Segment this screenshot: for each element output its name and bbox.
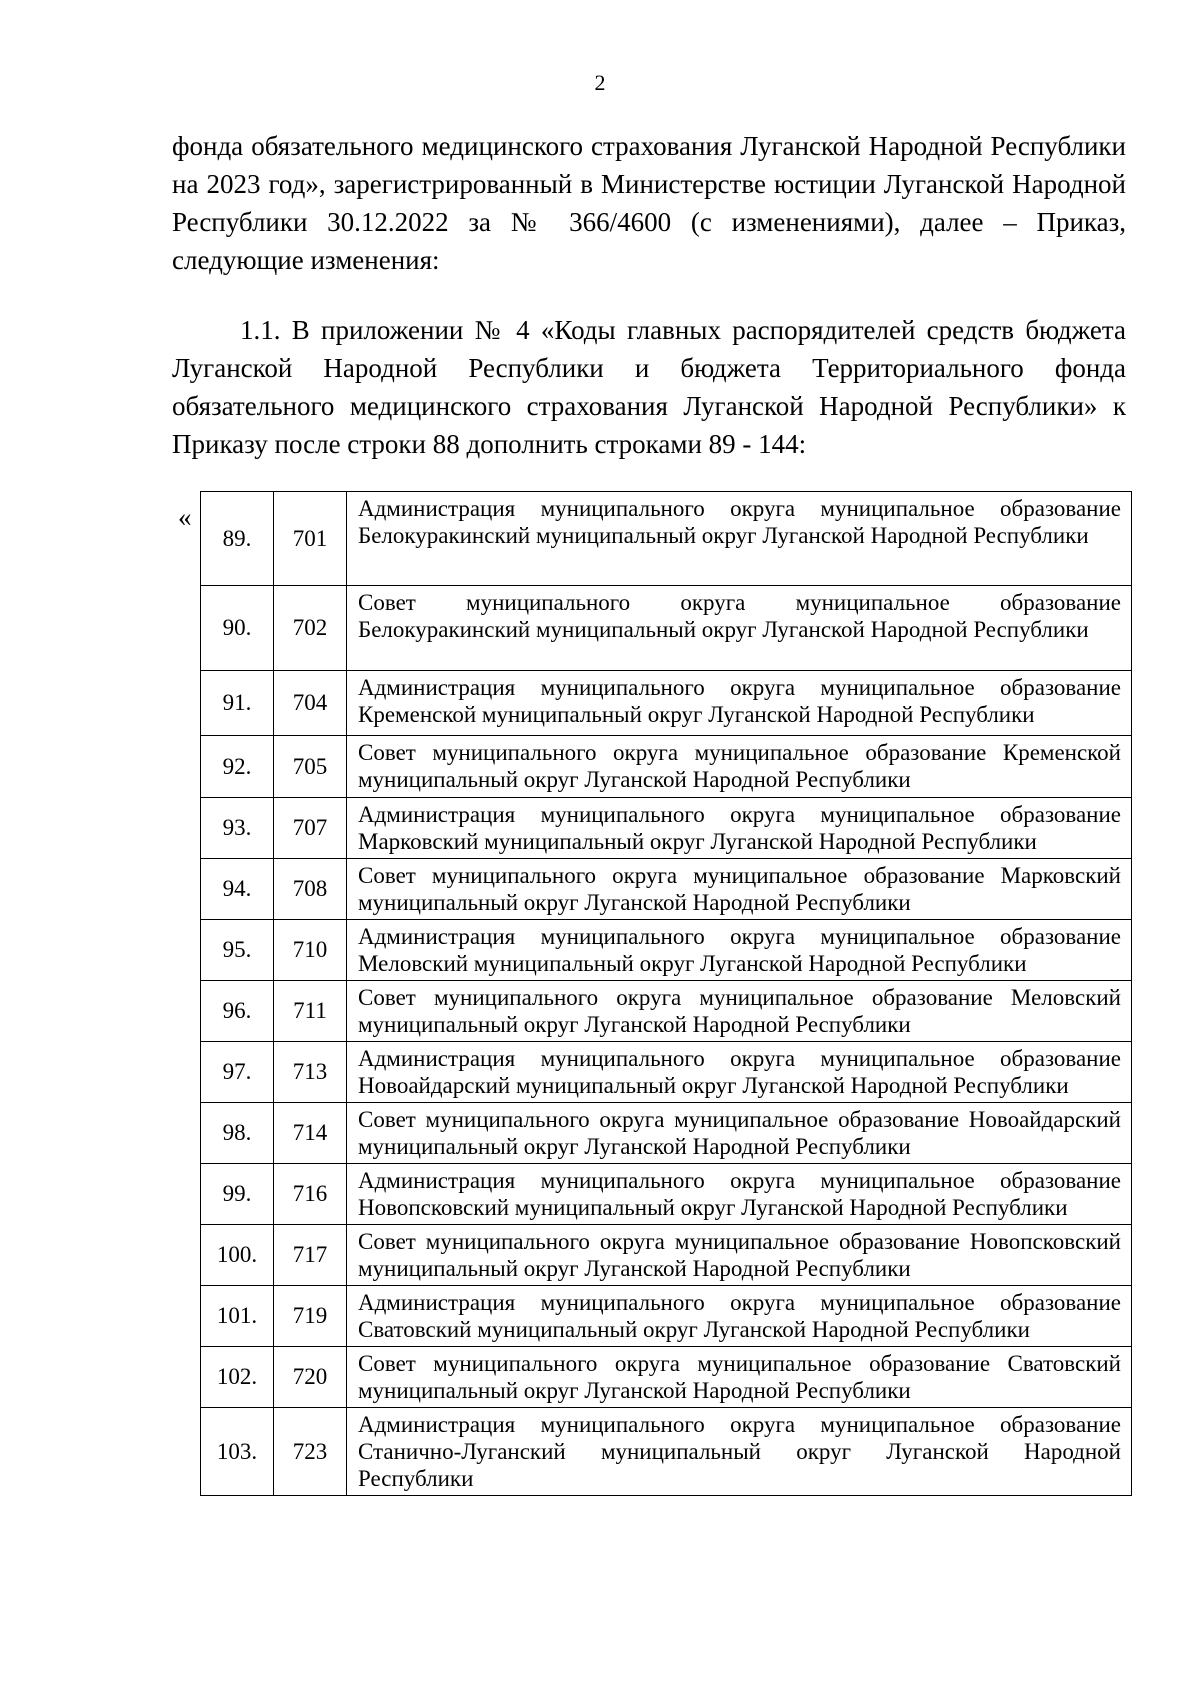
row-code-cell: 702 xyxy=(274,586,347,671)
table-row xyxy=(201,736,1132,798)
row-code-cell: 723 xyxy=(274,1408,347,1496)
row-number-cell: 91. xyxy=(201,671,274,736)
table-row xyxy=(201,1103,1132,1164)
row-name-cell: Администрация муниципального округа муниципальное образование Белокуракинский муниципальный округ Луганской Народной Республики xyxy=(347,492,1132,586)
row-number-cell: 95. xyxy=(201,920,274,981)
paragraph-intro: фонда обязательного медицинского страхования Луганской Народной Республики на 2023 год», зарегистрированный в Министерстве юстиции Луганской Народной Республики 30.12.2022 за № 366/4600 (с изменениями), далее – Приказ, следующие изменения: xyxy=(172,131,1126,275)
row-name-cell: Совет муниципального округа муниципальное образование Белокуракинский муниципальный округ Луганской Народной Республики xyxy=(347,586,1132,671)
row-name-cell: Администрация муниципального округа муниципальное образование Новоайдарский муниципальный округ Луганской Народной Республики xyxy=(347,1042,1132,1103)
row-name-cell: Администрация муниципального округа муниципальное образование Сватовский муниципальный округ Луганской Народной Республики xyxy=(347,1286,1132,1347)
table-row xyxy=(201,859,1132,920)
row-code-cell: 705 xyxy=(274,736,347,798)
table-row xyxy=(201,1347,1132,1408)
row-name-cell: Совет муниципального округа муниципальное образование Марковский муниципальный округ Луганской Народной Республики xyxy=(347,859,1132,920)
row-number-cell: 90. xyxy=(201,586,274,671)
row-code-cell: 717 xyxy=(274,1225,347,1286)
row-code-cell: 711 xyxy=(274,981,347,1042)
table-row xyxy=(201,920,1132,981)
table-row xyxy=(201,1408,1132,1496)
row-name-cell: Администрация муниципального округа муниципальное образование Марковский муниципальный округ Луганской Народной Республики xyxy=(347,798,1132,859)
row-number-cell: 96. xyxy=(201,981,274,1042)
row-code-cell: 716 xyxy=(274,1164,347,1225)
table-row xyxy=(201,586,1132,671)
row-name-cell: Администрация муниципального округа муниципальное образование Новопсковский муниципальный округ Луганской Народной Республики xyxy=(347,1164,1132,1225)
row-code-cell: 710 xyxy=(274,920,347,981)
row-number-cell: 98. xyxy=(201,1103,274,1164)
row-code-cell: 713 xyxy=(274,1042,347,1103)
row-code-cell: 708 xyxy=(274,859,347,920)
table-row xyxy=(201,1225,1132,1286)
table-row xyxy=(201,1164,1132,1225)
row-code-cell: 704 xyxy=(274,671,347,736)
row-code-cell: 714 xyxy=(274,1103,347,1164)
row-number-cell: 93. xyxy=(201,798,274,859)
row-code-cell: 720 xyxy=(274,1347,347,1408)
table-row xyxy=(201,671,1132,736)
row-name-cell: Совет муниципального округа муниципальное образование Новоайдарский муниципальный округ Луганской Народной Республики xyxy=(347,1103,1132,1164)
table-row xyxy=(201,492,1132,586)
row-name-cell: Совет муниципального округа муниципальное образование Новопсковский муниципальный округ Луганской Народной Республики xyxy=(347,1225,1132,1286)
row-name-cell: Совет муниципального округа муниципальное образование Сватовский муниципальный округ Луганской Народной Республики xyxy=(347,1347,1132,1408)
codes-table xyxy=(200,491,1132,1496)
table-row xyxy=(201,1286,1132,1347)
row-name-cell: Администрация муниципального округа муниципальное образование Меловский муниципальный округ Луганской Народной Республики xyxy=(347,920,1132,981)
table-row xyxy=(201,1042,1132,1103)
row-code-cell: 719 xyxy=(274,1286,347,1347)
row-name-cell: Администрация муниципального округа муниципальное образование Кременской муниципальный округ Луганской Народной Республики xyxy=(347,671,1132,736)
row-number-cell: 102. xyxy=(201,1347,274,1408)
table-row xyxy=(201,798,1132,859)
row-number-cell: 94. xyxy=(201,859,274,920)
page-number: 2 xyxy=(594,70,606,95)
paragraph-amendment: 1.1. В приложении № 4 «Коды главных распорядителей средств бюджета Луганской Народной Республики и бюджета Территориального фонда обязательного медицинского страхования Луганской Народной Республики» к Приказу после строки 88 дополнить строками 89 - 144: xyxy=(172,315,1126,459)
row-code-cell: 707 xyxy=(274,798,347,859)
row-name-cell: Администрация муниципального округа муниципальное образование Станично-Луганский муниципальный округ Луганской Народной Республики xyxy=(347,1408,1132,1496)
row-number-cell: 103. xyxy=(201,1408,274,1496)
opening-quote-mark: « xyxy=(178,502,192,532)
row-number-cell: 97. xyxy=(201,1042,274,1103)
row-number-cell: 101. xyxy=(201,1286,274,1347)
codes-table-body xyxy=(201,492,1132,1496)
row-number-cell: 89. xyxy=(201,492,274,586)
row-number-cell: 92. xyxy=(201,736,274,798)
row-number-cell: 100. xyxy=(201,1225,274,1286)
row-name-cell: Совет муниципального округа муниципальное образование Меловский муниципальный округ Луганской Народной Республики xyxy=(347,981,1132,1042)
row-name-cell: Совет муниципального округа муниципальное образование Кременской муниципальный округ Луганской Народной Республики xyxy=(347,736,1132,798)
row-number-cell: 99. xyxy=(201,1164,274,1225)
row-code-cell: 701 xyxy=(274,492,347,586)
table-row xyxy=(201,981,1132,1042)
